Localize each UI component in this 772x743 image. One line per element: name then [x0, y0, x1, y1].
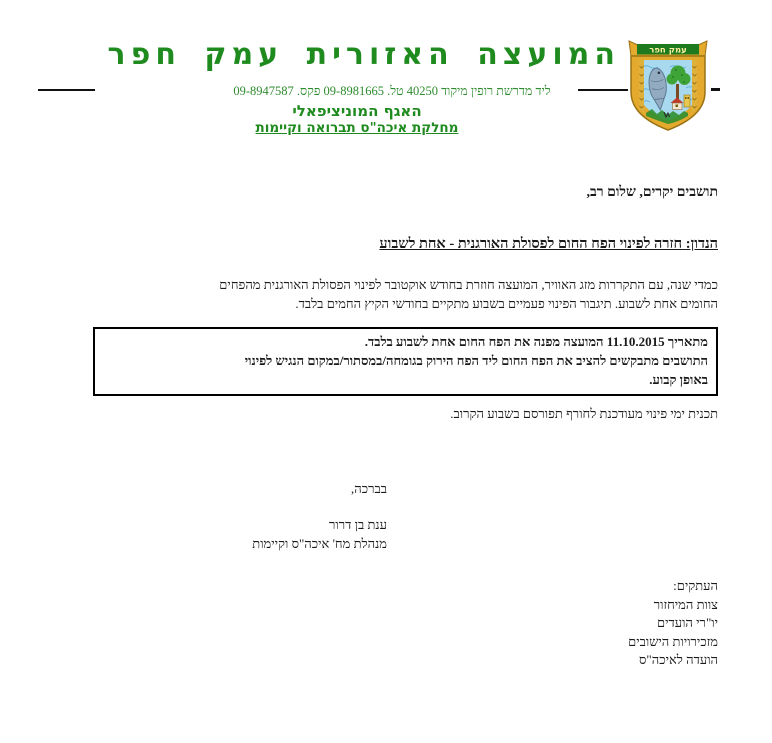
notice-line: התושבים מתבקשים להציב את הפח החום ליד הפח הירוק בגומחה/במסתור/במקום הנגיש לפינוי: [244, 353, 708, 368]
greeting-line: תושבים יקרים, שלום רב,: [586, 185, 718, 200]
department-name: מחלקת איכה"ס תברואה וקיימות: [255, 120, 459, 136]
copies-item: הועדה לאיכה"ס: [639, 652, 718, 667]
notice-line: מתאריך 11.10.2015 המועצה מפנה את הפח החום אחת לשבוע בלבד.: [364, 334, 708, 349]
copies-item: מזכירויות הישובים: [628, 633, 718, 649]
paragraph-line: כמדי שנה, עם התקררות מזג האוויר, המועצה חוזרת בחודש אוקטובר לפינוי הפסולת האורגנית מהפחים: [219, 277, 718, 292]
subject-label: הנדון:: [685, 236, 718, 252]
notice-line: באופן קבוע.: [649, 372, 708, 387]
council-title: המועצה האזורית עמק חפר: [107, 37, 620, 72]
council-emblem-icon: [626, 40, 710, 137]
division-name: האגף המוניציפאלי: [292, 102, 422, 120]
signature-name: ענת בן דרור: [329, 517, 387, 532]
copies-item: יו"רי הועדים: [656, 615, 718, 630]
council-address: ליד מדרשת רופין מיקוד 40250 טל. 09-8981665 פקס. 09-8947587: [233, 84, 551, 98]
signature-title: מנהלת מח' איכה"ס וקיימות: [252, 535, 387, 551]
notice-box: [93, 327, 718, 396]
paragraph-line: החומים אחת לשבוע. תיגבור הפינוי פעמיים בשבוע מתקיים בחודשי הקיץ החמים בלבד.: [295, 296, 718, 311]
copies-item: צוות המיחזור: [653, 596, 718, 612]
subject-line: [379, 236, 718, 253]
signature-block: [252, 516, 387, 553]
schedule-note: תכנית ימי פינוי מעודכנת לחורף תפורסם בשבוע הקרוב.: [450, 406, 718, 421]
intro-paragraph: [52, 275, 718, 313]
copies-label: העתקים:: [673, 578, 718, 593]
closing-line: בברכה,: [351, 481, 387, 496]
emblem-banner-text: עמק חפר: [649, 45, 687, 56]
copies-block: [628, 577, 718, 670]
subject-text: חזרה לפינוי הפח החום לפסולת האורגנית - אחת לשבוע: [379, 236, 683, 252]
